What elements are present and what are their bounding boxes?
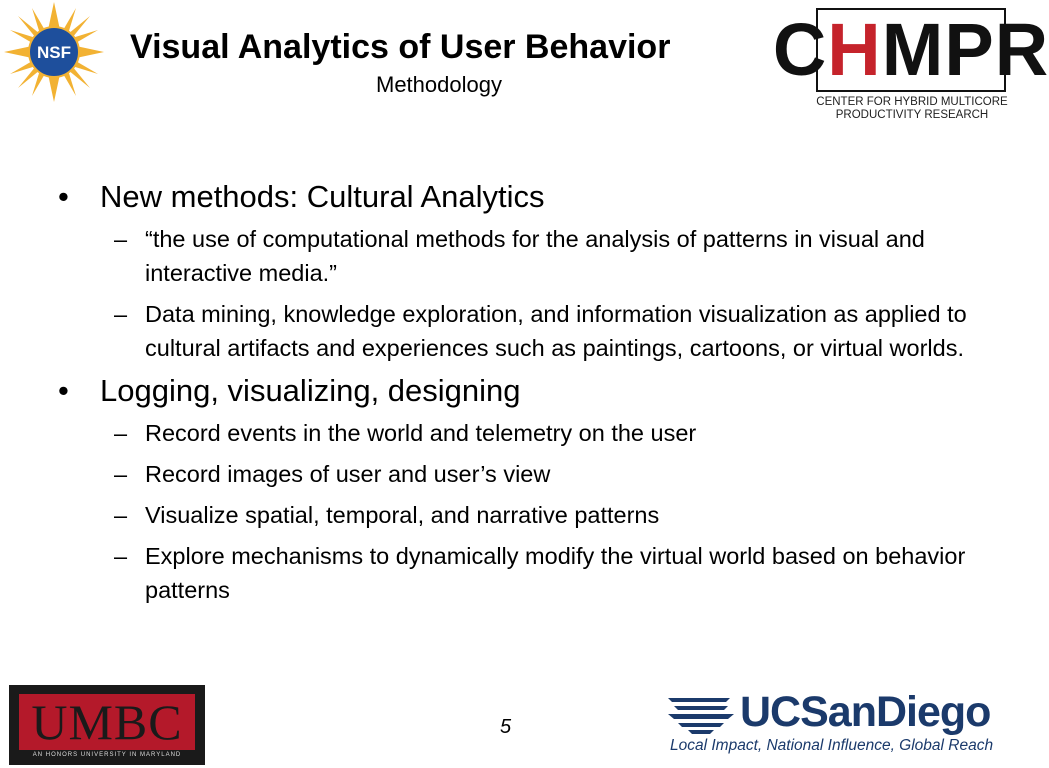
umbc-logo-text: UMBC bbox=[31, 694, 183, 750]
nsf-logo-text: NSF bbox=[37, 43, 71, 62]
chmpr-logo bbox=[772, 8, 1049, 122]
bullet-1-sub-1-text: “the use of computational methods for the analysis of patterns in visual and interactive media.” bbox=[145, 226, 925, 286]
bullet-1-sub-2-text: Data mining, knowledge exploration, and information visualization as applied to cultural artifacts and experiences such as paintings, cartoons, or virtual worlds. bbox=[145, 301, 967, 361]
bullet-2-sub-1-text: Record events in the world and telemetry on the user bbox=[145, 420, 697, 446]
slide-content bbox=[58, 178, 998, 614]
dash-marker: – bbox=[114, 301, 128, 327]
dash-marker: – bbox=[114, 543, 128, 569]
ucsd-logo-text: UCSanDiego bbox=[740, 688, 991, 736]
ucsd-logo bbox=[668, 688, 1013, 762]
bullet-2 bbox=[58, 372, 998, 410]
bullet-2-sub-3 bbox=[114, 498, 998, 532]
dash-marker: – bbox=[114, 420, 128, 446]
bullet-1 bbox=[58, 178, 998, 216]
dash-marker: – bbox=[114, 502, 128, 528]
chmpr-tagline: CENTER FOR HYBRID MULTICORE PRODUCTIVITY RESEARCH bbox=[816, 96, 1008, 121]
bullet-2-sub-2 bbox=[114, 457, 998, 491]
bullet-2-sub-3-text: Visualize spatial, temporal, and narrative patterns bbox=[145, 502, 660, 528]
bullet-2-sub-4-text: Explore mechanisms to dynamically modify the virtual world based on behavior patterns bbox=[145, 543, 966, 603]
bullet-1-sub-2 bbox=[114, 297, 998, 365]
ucsd-tagline: Local Impact, National Influence, Global Reach bbox=[670, 737, 994, 754]
slide-subtitle: Methodology bbox=[376, 72, 502, 97]
nsf-logo bbox=[2, 0, 106, 104]
bullet-1-sub-1 bbox=[114, 222, 998, 290]
dash-marker: – bbox=[114, 461, 128, 487]
bullet-2-text: Logging, visualizing, designing bbox=[100, 373, 521, 408]
umbc-logo-mark bbox=[19, 694, 195, 750]
title-block bbox=[130, 28, 770, 97]
bullet-1-text: New methods: Cultural Analytics bbox=[100, 179, 545, 214]
bullet-2-sub-4 bbox=[114, 539, 998, 607]
bullet-2-sub-2-text: Record images of user and user’s view bbox=[145, 461, 551, 487]
chmpr-logo-mark bbox=[772, 8, 1049, 92]
umbc-tagline: AN HONORS UNIVERSITY IN MARYLAND bbox=[32, 752, 182, 758]
bullet-dot: • bbox=[58, 179, 69, 214]
dash-marker: – bbox=[114, 226, 128, 252]
chmpr-logo-text: CHMPR bbox=[772, 8, 1049, 91]
ucsd-trident-icon bbox=[668, 694, 734, 734]
umbc-logo bbox=[9, 685, 205, 765]
page-number: 5 bbox=[500, 716, 512, 738]
bullet-2-sub-1 bbox=[114, 416, 998, 450]
slide-title: Visual Analytics of User Behavior bbox=[130, 28, 671, 66]
bullet-dot: • bbox=[58, 373, 69, 408]
